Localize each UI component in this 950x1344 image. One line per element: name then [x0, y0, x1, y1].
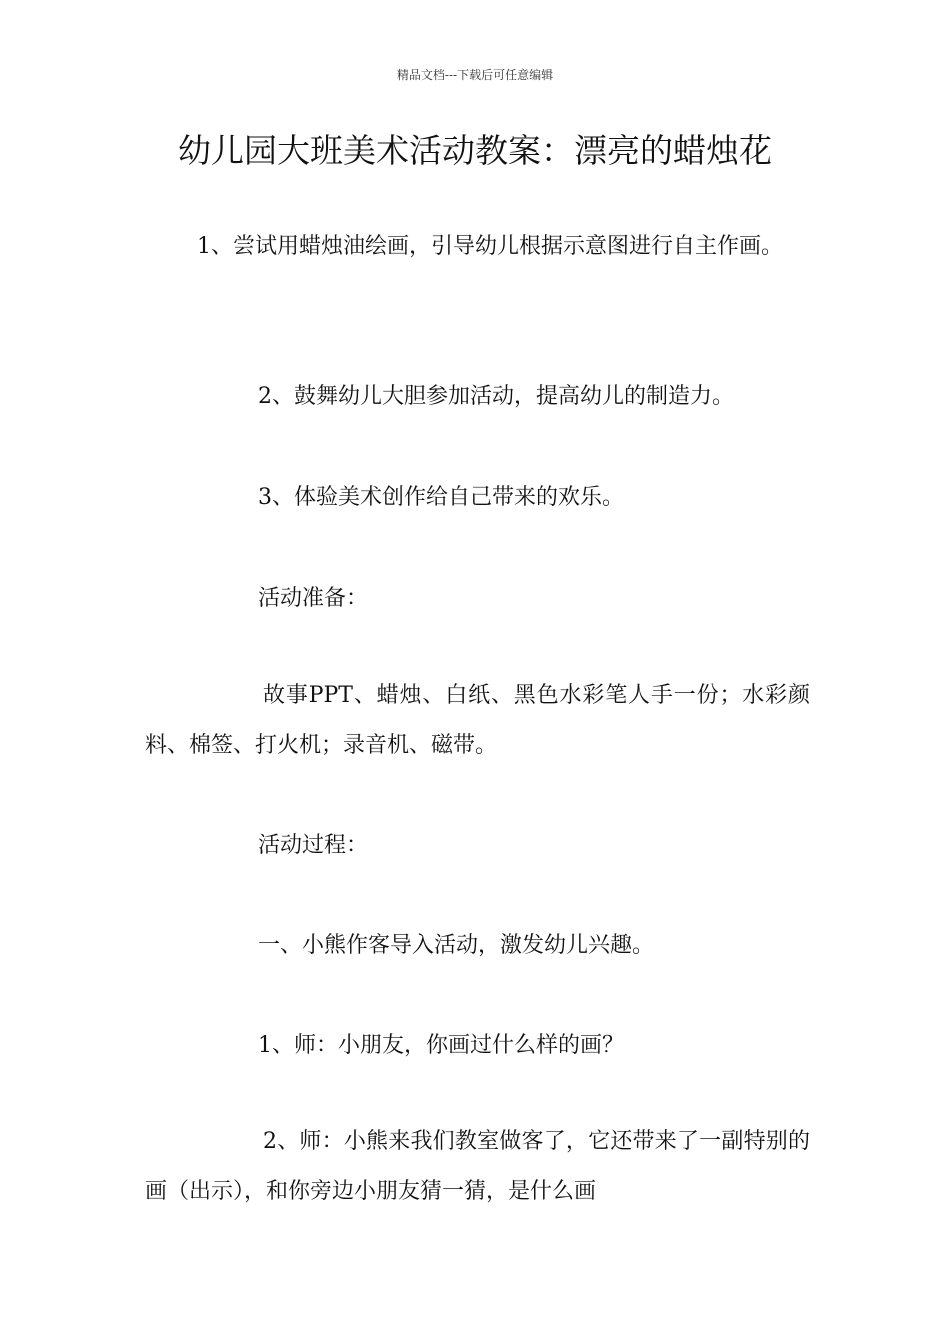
- section-heading-preparation: 活动准备：: [258, 586, 369, 611]
- paragraph-materials: 故事PPT、蜡烛、白纸、黑色水彩笔人手一份；水彩颜料、棉签、打火机；录音机、磁带。: [145, 683, 810, 758]
- page-header: 精品文档---下载后可任意编辑: [396, 68, 554, 82]
- paragraph-step-1-2: 2、师：小熊来我们教室做客了，它还带来了一副特别的画（出示），和你旁边小朋友猜一猜，是什么画: [145, 1129, 810, 1204]
- section-heading-process: 活动过程：: [258, 833, 369, 858]
- paragraph-step-1: 一、小熊作客导入活动，激发幼儿兴趣。: [258, 933, 655, 958]
- paragraph-goal-1: 1、尝试用蜡烛油绘画，引导幼儿根据示意图进行自主作画。: [197, 234, 783, 259]
- document-title: 幼儿园大班美术活动教案：漂亮的蜡烛花: [178, 131, 772, 170]
- paragraph-goal-2: 2、鼓舞幼儿大胆参加活动，提高幼儿的制造力。: [258, 384, 734, 409]
- paragraph-step-1-1: 1、师：小朋友，你画过什么样的画？: [258, 1033, 624, 1058]
- paragraph-goal-3: 3、体验美术创作给自己带来的欢乐。: [258, 485, 624, 510]
